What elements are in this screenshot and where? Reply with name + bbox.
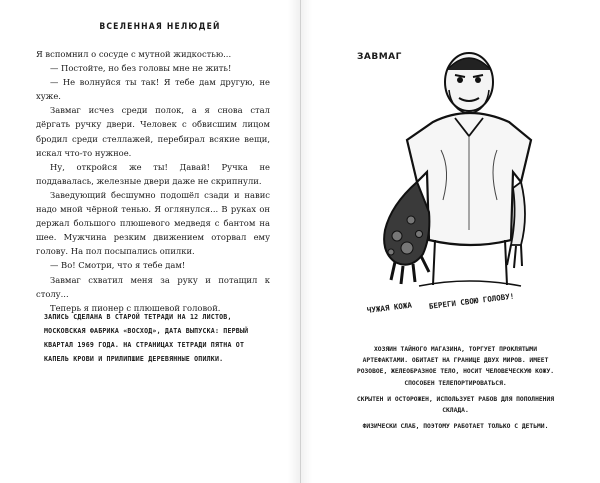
- story-text: [36, 47, 270, 315]
- description-paragraph: ХОЗЯИН ТАЙНОГО МАГАЗИНА, ТОРГУЕТ ПРОКЛЯТЫМИ АРТЕФАКТАМИ. ОБИТАЕТ НА ГРАНИЦЕ ДВУХ МИРОВ. ИМЕЕТ РОЗОВОЕ, ЖЕЛЕОБРАЗНОЕ ТЕЛО, НОСИТ ЧЕЛОВЕЧЕСКУЮ КОЖУ. СПОСОБЕН ТЕЛЕПОРТИРОВАТЬСЯ.: [356, 346, 555, 387]
- paragraph: — Не волнуйся ты так! Я тебе дам другую, не хуже.: [36, 77, 270, 102]
- notebook-note: ЗАПИСЬ СДЕЛАНА В СТАРОЙ ТЕТРАДИ НА 12 ЛИСТОВ, МОСКОВСКАЯ ФАБРИКА «ВОСХОД», ДАТА ВЫПУСКА: ПЕРВЫЙ КВАРТАЛ 1969 ГОДА. НА СТРАНИЦАХ ТЕТРАДИ ПЯТНА ОТ КАПЕЛЬ КРОВИ И ПРИЛИПШИЕ ДЕРЕВЯННЫЕ ОПИЛКИ.: [44, 313, 249, 363]
- description-paragraph: ФИЗИЧЕСКИ СЛАБ, ПОЭТОМУ РАБОТАЕТ ТОЛЬКО С ДЕТЬМИ.: [362, 423, 549, 431]
- label-guard-head: БЕРЕГИ СВОЮ ГОЛОВУ!: [428, 291, 515, 311]
- paragraph: Завмаг исчез среди полок, а я снова стал дёргать ручку двери. Человек с обвисшим лицом бродил среди стеллажей, перебирал всякие вещи, искал что-то нужное.: [36, 105, 270, 158]
- running-head: ВСЕЛЕННАЯ НЕЛЮДЕЙ: [99, 22, 221, 32]
- description-paragraph: СКРЫТЕН И ОСТОРОЖЕН, ИСПОЛЬЗУЕТ РАБОВ ДЛЯ ПОПОЛНЕНИЯ СКЛАДА.: [356, 395, 555, 415]
- paragraph: Теперь я пионер с плюшевой головой.: [50, 302, 221, 313]
- paragraph: Я вспомнил о сосуде с мутной жидкостью...: [36, 49, 232, 59]
- character-title: ЗАВМАГ: [357, 52, 402, 62]
- paragraph: Заведующий бесшумно подошёл сзади и навис надо мной чёрной тенью. Я оглянулся... В руках он держал большого плюшевого медведя с бантом на шее. Мужчина резким движением оторвал ему голову. На пол посыпались опилки.: [36, 189, 270, 257]
- paragraph: Завмаг схватил меня за руку и потащил к столу...: [36, 274, 270, 299]
- paragraph: — Постойте, но без головы мне не жить!: [50, 63, 232, 74]
- paragraph: — Во! Смотри, что я тебе дам!: [50, 260, 186, 271]
- right-page: [300, 0, 600, 483]
- storekeeper-illustration: [371, 40, 546, 288]
- label-alien-skin: ЧУЖАЯ КОЖА: [366, 300, 413, 315]
- paragraph: Ну, откройся же ты! Давай! Ручка не поддавалась, железные двери даже не скрипнули.: [36, 161, 270, 186]
- character-description: [353, 344, 558, 437]
